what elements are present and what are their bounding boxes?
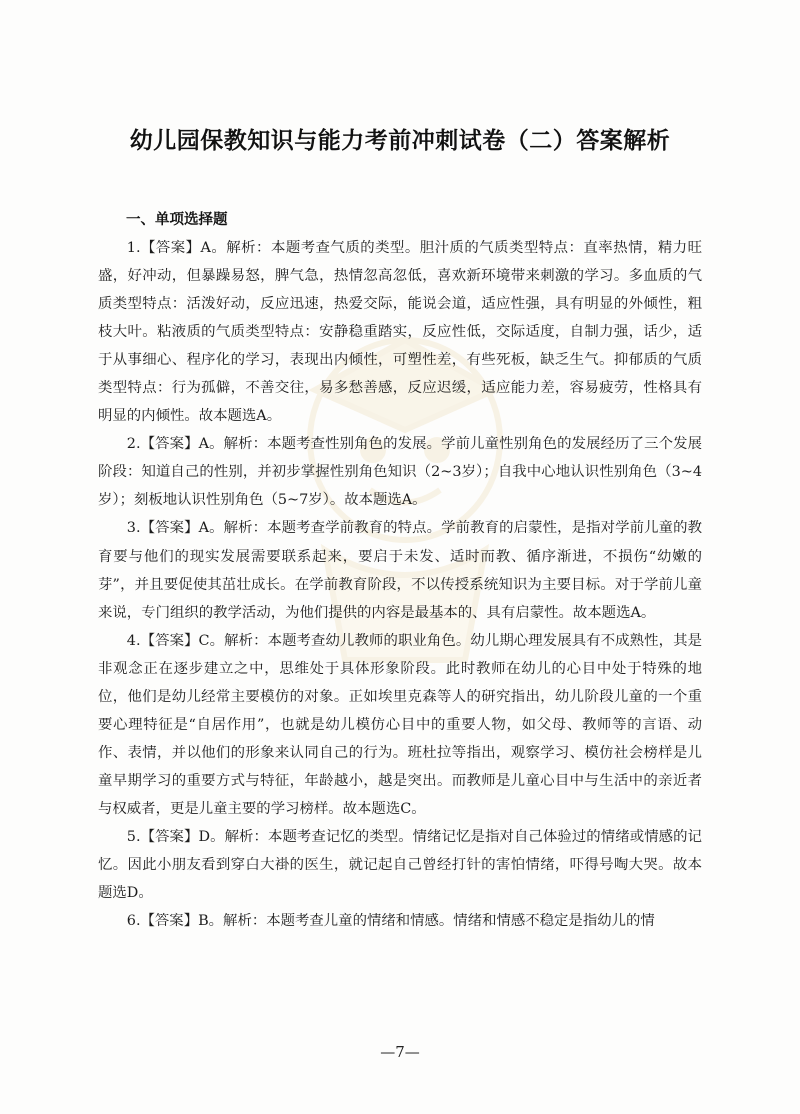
section-heading: 一、单项选择题 (126, 212, 228, 228)
answer-paragraph-6: 6.【答案】B。解析：本题考查儿童的情绪和情感。情绪和情感不稳定是指幼儿的情 (126, 913, 655, 930)
answer-paragraph-5: 5.【答案】D。解析：本题考查记忆的类型。情绪记忆是指对自己体验过的情绪或情感的记忆。因此小朋友看到穿白大褂的医生，就记起自己曾经打针的害怕情绪，吓得号啕大哭。故本题选D。 (98, 828, 702, 902)
answer-paragraph-4: 4.【答案】C。解析：本题考查幼儿教师的职业角色。幼儿期心理发展具有不成熟性，其是非观念正在逐步建立之中，思维处于具体形象阶段。此时教师在幼儿的心目中处于特殊的地位，他们是幼儿经常主要模仿的对象。正如埃里克森等人的研究指出，幼儿阶段儿童的一个重要心理特征是“自居作用”，也就是幼儿模仿心目中的重要人物，如父母、教师等的言语、动作、表情，并以他们的形象来认同自己的行为。班杜拉等指出，观察学习、模仿社会榜样是儿童早期学习的重要方式与特征，年龄越小，越是突出。而教师是儿童心目中与生活中的亲近者与权威者，更是儿童主要的学习榜样。故本题选C。 (98, 632, 702, 817)
answer-list (98, 234, 702, 935)
answer-paragraph-3: 3.【答案】A。解析：本题考查学前教育的特点。学前教育的启蒙性，是指对学前儿童的教育要与他们的现实发展需要联系起来，要启于未发、适时而教、循序渐进，不损伤“幼嫩的芽”，并且要促使其茁壮成长。在学前教育阶段，不以传授系统知识为主要目标。对于学前儿童来说，专门组织的教学活动，为他们提供的内容是最基本的、具有启蒙性。故本题选A。 (98, 520, 702, 621)
answer-paragraph-2: 2.【答案】A。解析：本题考查性别角色的发展。学前儿童性别角色的发展经历了三个发展阶段：知道自己的性别，并初步掌握性别角色知识（2~3岁）；自我中心地认识性别角色（3~4岁）；刻板地认识性别角色（5~7岁）。故本题选A。 (98, 436, 702, 509)
answer-paragraph-1: 1.【答案】A。解析：本题考查气质的类型。胆汁质的气质类型特点：直率热情，精力旺盛，好冲动，但暴躁易怒，脾气急，热情忽高忽低，喜欢新环境带来刺激的学习。多血质的气质类型特点：活泼好动，反应迅速，热爱交际，能说会道，适应性强，具有明显的外倾性，粗枝大叶。粘液质的气质类型特点：安静稳重踏实，反应性低，交际适度，自制力强，话少，适于从事细心、程序化的学习，表现出内倾性，可塑性差，有些死板，缺乏生气。抑郁质的气质类型特点：行为孤僻，不善交往，易多愁善感，反应迟缓，适应能力差，容易疲劳，性格具有明显的内倾性。故本题选A。 (98, 240, 702, 425)
page-title: 幼儿园保教知识与能力考前冲刺试卷（二）答案解析 (129, 128, 671, 154)
page-number: —7— (380, 1043, 420, 1061)
